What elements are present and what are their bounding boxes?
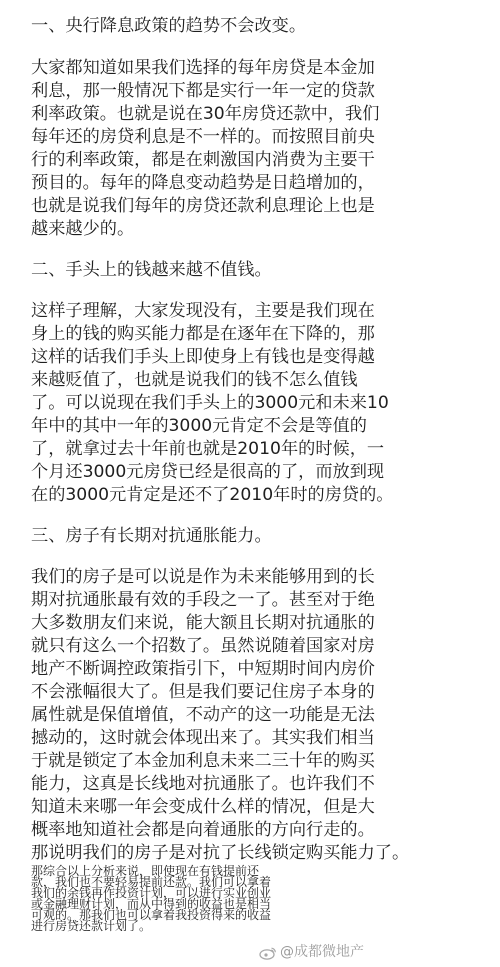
para-line: 那综合以上分析来说，即使现在有钱提前还 [31, 864, 260, 878]
watermark [259, 941, 364, 963]
para-line: 于就是锁定了本金加利息未来二三十年的购买 [31, 751, 375, 771]
para-line: 越来越少的。 [31, 219, 135, 239]
para-line: 年中的其中一年的3000元肯定不会是等值的 [31, 416, 367, 436]
para-line: 大多数朋友们来说，能大额且长期对抗通胀的 [31, 613, 375, 633]
weibo-icon [259, 945, 277, 959]
para-line: 来越贬值了，也就是说我们的钱不怎么值钱 [31, 370, 358, 390]
para-line: 或金融理财计划，而从中得到的收益也是相当 [31, 897, 272, 911]
para-line: 也就是说我们每年的房贷还款利息理论上也是 [31, 196, 375, 216]
para-line: 期对抗通胀最有效的手段之一了。甚至对于绝 [31, 590, 375, 610]
para-line: 知道未来哪一年会变成什么样的情况，但是大 [31, 797, 375, 817]
para-line: 能力，这真是长线地对抗通胀了。也许我们不 [31, 774, 375, 794]
watermark-text: @成都微地产 [280, 944, 364, 960]
para-line: 预目的。每年的降息变动趋势是日趋增加的， [31, 173, 375, 193]
para-line: 利息，那一般情况下都是实行一年一定的贷款 [31, 81, 375, 101]
para-line: 行的利率政策，都是在刺激国内消费为主要干 [31, 150, 375, 170]
para-line: 身上的钱的购买能力都是在逐年在下降的，那 [31, 324, 375, 344]
para-line: 个月还3000元房贷已经是很高的了，而放到现 [31, 462, 385, 482]
para-line: 那说明我们的房子是对抗了长线锁定购买能力了。 [31, 843, 410, 863]
para-line: 进行房贷还款计划了。 [31, 919, 152, 933]
para-line: 就只有这么一个招数了。虽然说随着国家对房 [31, 636, 375, 656]
section-2-heading: 二、手头上的钱越来越不值钱。 [31, 260, 272, 280]
para-line: 概率地知道社会都是向着通胀的方向行走的。 [31, 820, 375, 840]
para-line: 撼动的，这时就会体现出来了。其实我们相当 [31, 728, 375, 748]
section-1-heading: 一、央行降息政策的趋势不会改变。 [31, 16, 307, 36]
para-line: 大家都知道如果我们选择的每年房贷是本金加 [31, 58, 375, 78]
para-line: 我们的余钱再作投资计划，可以进行实业创业 [31, 886, 272, 900]
para-line: 利率政策。也就是说在30年房贷还款中，我们 [31, 104, 380, 124]
para-line: 不会涨幅很大了。但是我们要记住房子本身的 [31, 682, 375, 702]
para-line: 这样的话我们手头上即使身上有钱也是变得越 [31, 347, 375, 367]
para-line: 我们的房子是可以说是作为未来能够用到的长 [31, 567, 375, 587]
para-line: 属性就是保值增值，不动产的这一功能是无法 [31, 705, 375, 725]
section-3-heading: 三、房子有长期对抗通胀能力。 [31, 526, 272, 546]
para-line: 了，就拿过去十年前也就是2010年的时候，一 [31, 439, 385, 459]
para-line: 可观的。那我们也可以拿着我投资得来的收益 [31, 908, 272, 922]
para-line: 在的3000元肯定是还不了2010年时的房贷的。 [31, 485, 394, 505]
para-line: 地产不断调控政策指引下，中短期时间内房价 [31, 659, 375, 679]
para-line: 款，我们也不要轻易提前还款。我们可以拿着 [31, 875, 272, 889]
para-line: 每年还的房贷利息是不一样的。而按照目前央 [31, 127, 375, 147]
para-line: 这样子理解，大家发现没有，主要是我们现在 [31, 301, 375, 321]
para-line: 了。可以说现在我们手头上的3000元和未来10 [31, 393, 389, 413]
